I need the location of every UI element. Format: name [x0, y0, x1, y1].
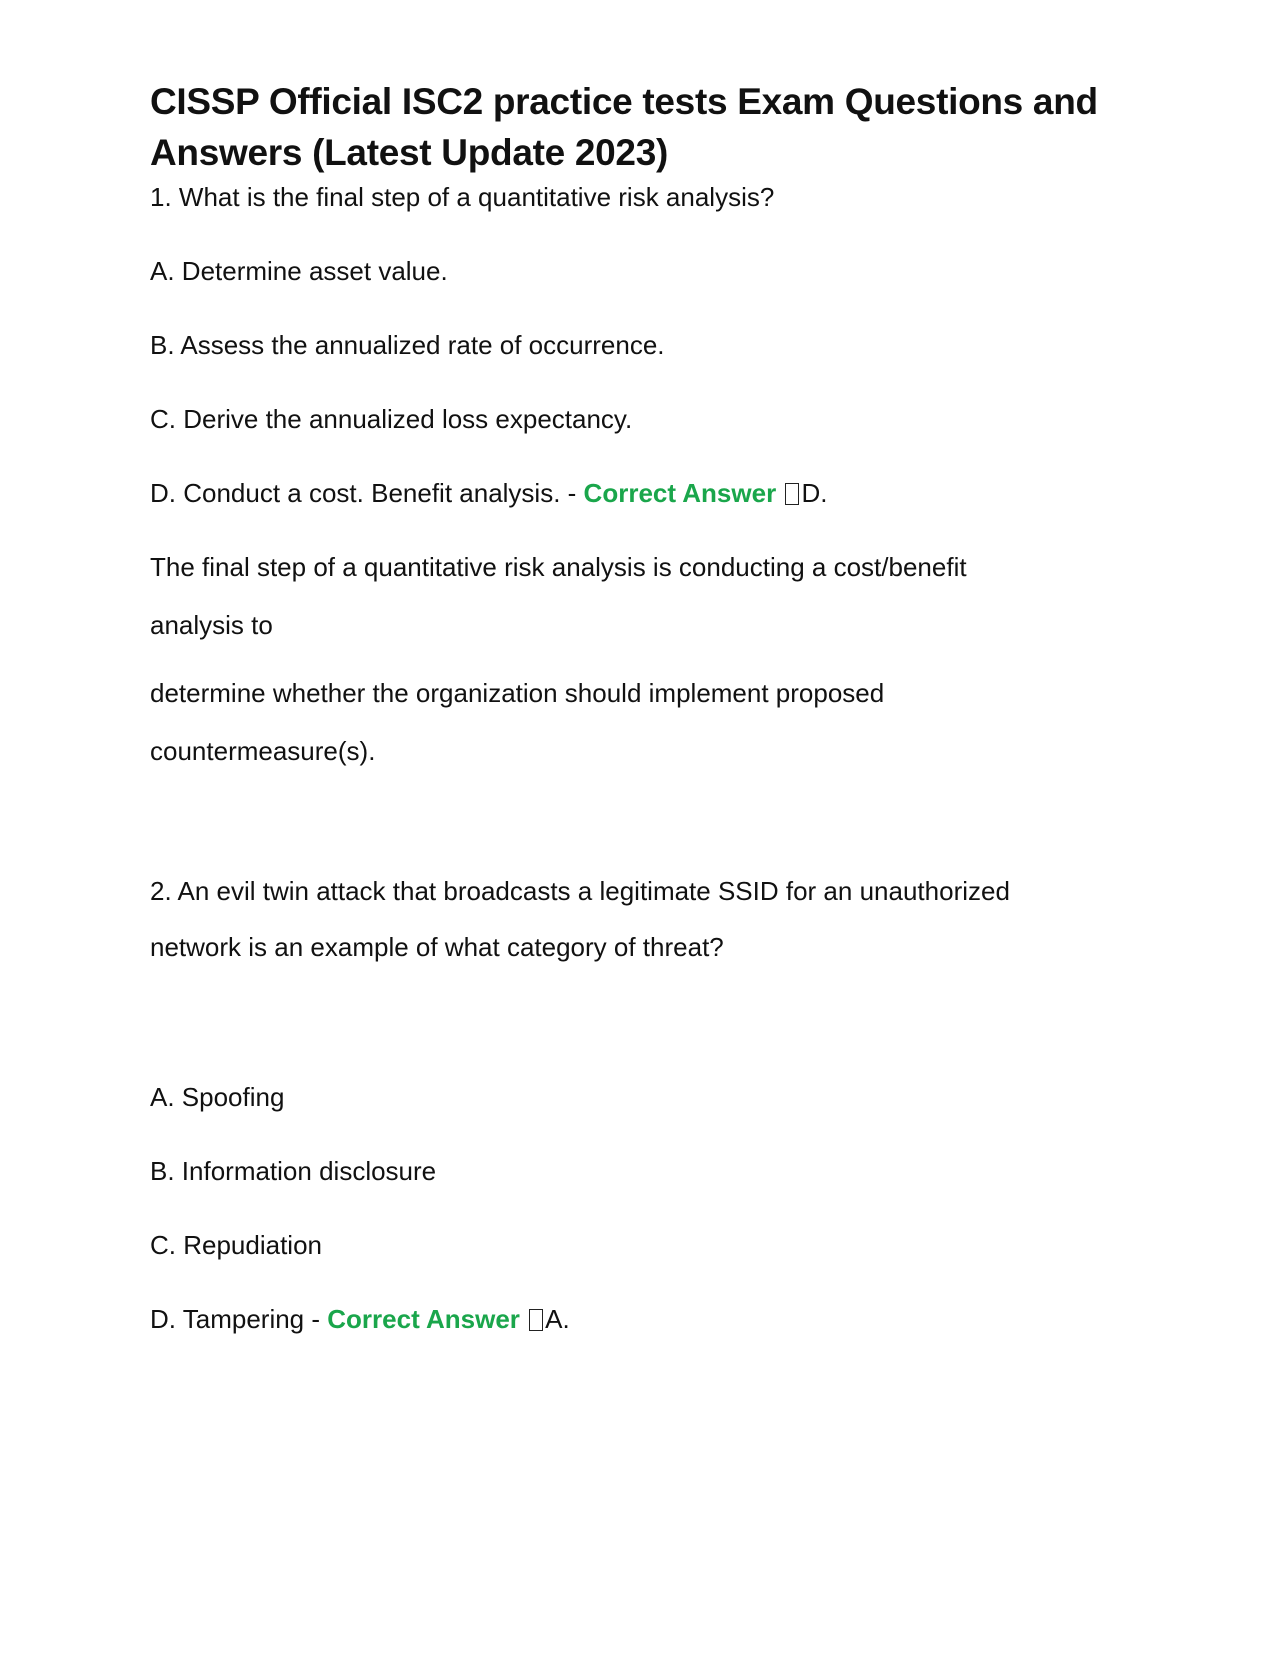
correct-answer-label: Correct Answer	[583, 478, 777, 508]
question-2-text-line-2: network is an example of what category of threat?	[150, 932, 724, 962]
question-1-text: 1. What is the final step of a quantitative risk analysis?	[150, 182, 775, 212]
question-2-option-b: B. Information disclosure	[150, 1156, 437, 1186]
question-2-text-line-1: 2. An evil twin attack that broadcasts a legitimate SSID for an unauthorized	[150, 876, 1010, 906]
question-1-option-d	[150, 476, 1150, 510]
question-1-option-b: B. Assess the annualized rate of occurrence.	[150, 330, 665, 360]
question-1-answer: D.	[801, 478, 828, 508]
question-1-explanation-line-2: analysis to	[150, 610, 273, 640]
correct-answer-label: Correct Answer	[327, 1304, 520, 1334]
document-content	[150, 76, 1150, 1336]
question-2-answer: A.	[545, 1304, 570, 1334]
question-2-option-c: C. Repudiation	[150, 1230, 322, 1260]
question-2-option-a: A. Spoofing	[150, 1082, 285, 1112]
question-1-explanation-line-3: determine whether the organization should implement proposed	[150, 678, 885, 708]
question-2-option-d-text: D. Tampering -	[150, 1304, 328, 1334]
question-1-option-a: A. Determine asset value.	[150, 256, 448, 286]
missing-glyph-box-icon	[529, 1309, 543, 1331]
question-1-option-d-text: D. Conduct a cost. Benefit analysis. -	[150, 478, 584, 508]
question-1-option-c: C. Derive the annualized loss expectancy.	[150, 404, 633, 434]
document-title: CISSP Official ISC2 practice tests Exam Questions and Answers (Latest Update 2023)	[150, 81, 1098, 173]
question-2-option-d	[150, 1302, 1150, 1336]
missing-glyph-box-icon	[785, 483, 799, 505]
question-1-explanation-line-1: The final step of a quantitative risk analysis is conducting a cost/benefit	[150, 552, 967, 582]
question-1-explanation-line-4: countermeasure(s).	[150, 736, 376, 766]
